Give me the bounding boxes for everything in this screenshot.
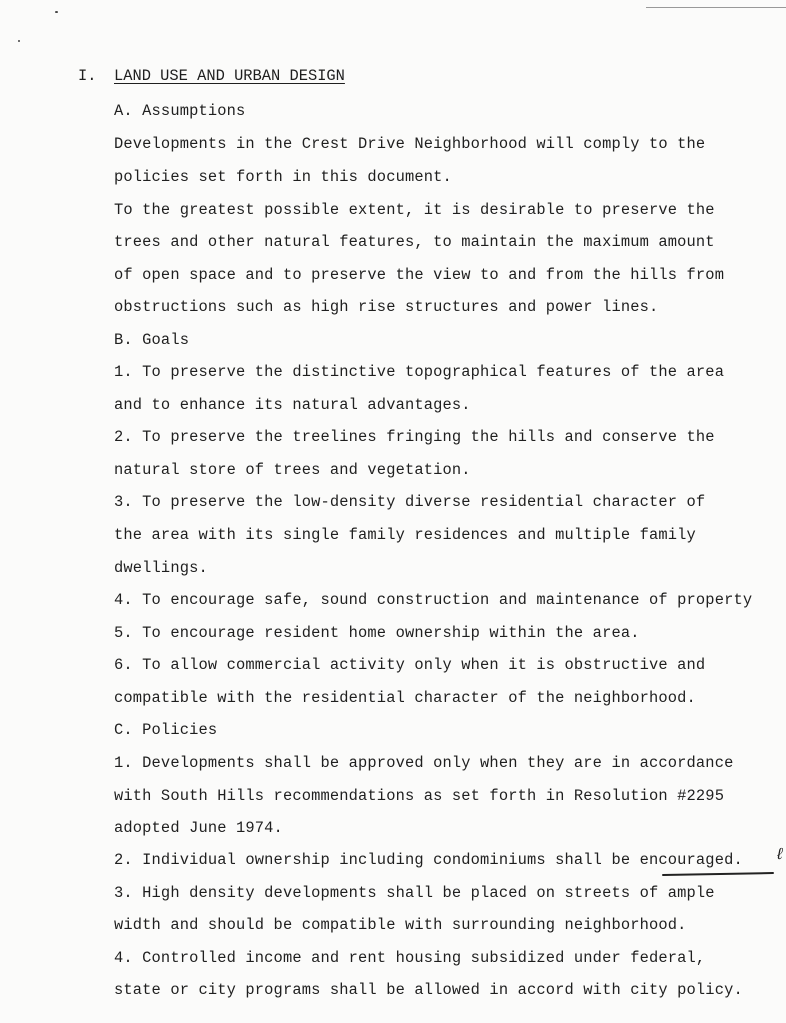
goal-item: 2. To preserve the treelines fringing the hills and conserve the (114, 428, 715, 446)
body-line: and to enhance its natural advantages. (114, 396, 471, 414)
body-line: with South Hills recommendations as set forth in Resolution #2295 (114, 787, 725, 805)
body-line: natural store of trees and vegetation. (114, 461, 471, 479)
policy-item: 2. Individual ownership including condominiums shall be encouraged. (114, 851, 743, 869)
body-line: width and should be compatible with surrounding neighborhood. (114, 916, 687, 934)
body-line: To the greatest possible extent, it is desirable to preserve the (114, 201, 715, 219)
body-line: Developments in the Crest Drive Neighborhood will comply to the (114, 135, 706, 153)
policy-item: 3. High density developments shall be placed on streets of ample (114, 884, 715, 902)
subsection-heading-goals: B. Goals (114, 331, 190, 349)
body-line: trees and other natural features, to maintain the maximum amount (114, 233, 715, 251)
policy-item: 4. Controlled income and rent housing subsidized under federal, (114, 949, 706, 967)
goal-item: 6. To allow commercial activity only when it is obstructive and (114, 656, 706, 674)
body-line: state or city programs shall be allowed in accord with city policy. (114, 981, 743, 999)
scan-edge-line (646, 7, 786, 8)
scan-speck (18, 40, 20, 42)
subsection-heading-assumptions: A. Assumptions (114, 102, 246, 120)
body-line: adopted June 1974. (114, 819, 283, 837)
body-line: compatible with the residential character of the neighborhood. (114, 689, 696, 707)
handwritten-underline (662, 872, 774, 876)
body-line: of open space and to preserve the view to and from the hills from (114, 266, 725, 284)
goal-item: 4. To encourage safe, sound construction and maintenance of property (114, 591, 753, 609)
policy-item: 1. Developments shall be approved only when they are in accordance (114, 754, 734, 772)
body-line: dwellings. (114, 559, 208, 577)
body-line: the area with its single family residences and multiple family (114, 526, 696, 544)
subsection-heading-policies: C. Policies (114, 721, 218, 739)
body-line: policies set forth in this document. (114, 168, 452, 186)
section-number: I. (78, 67, 97, 85)
goal-item: 3. To preserve the low-density diverse residential character of (114, 493, 706, 511)
goal-item: 1. To preserve the distinctive topographical features of the area (114, 363, 725, 381)
body-line: obstructions such as high rise structures and power lines. (114, 298, 659, 316)
handwritten-mark-icon: ℓ (775, 846, 785, 864)
scan-speck (55, 11, 58, 13)
goal-item: 5. To encourage resident home ownership within the area. (114, 624, 640, 642)
section-title: LAND USE AND URBAN DESIGN (114, 67, 345, 85)
